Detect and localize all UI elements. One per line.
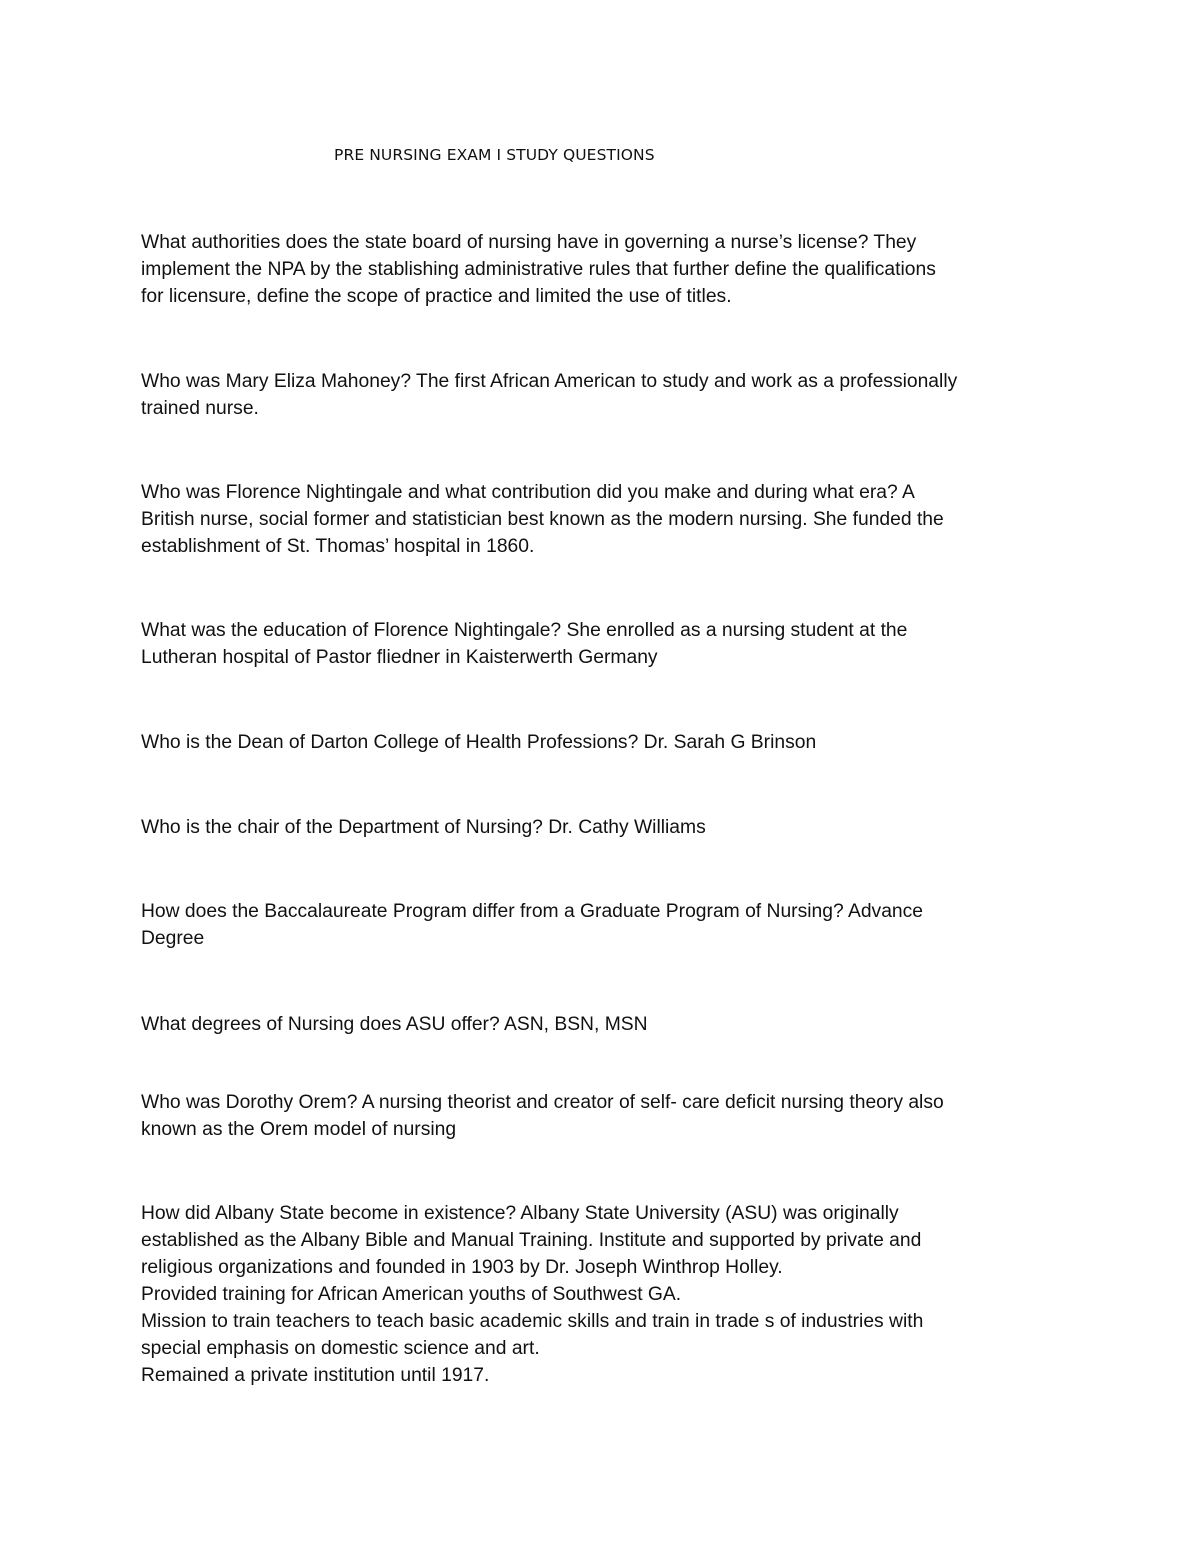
text-line: trained nurse.	[141, 398, 259, 419]
text-line: What was the education of Florence Nightingale? She enrolled as a nursing student at the	[141, 620, 908, 641]
text-line: Mission to train teachers to teach basic academic skills and train in trade s of industries with	[141, 1311, 924, 1332]
text-line: How did Albany State become in existence? Albany State University (ASU) was originally	[141, 1203, 899, 1224]
qa-item-nightingale-education	[141, 617, 1071, 671]
text-line: implement the NPA by the stablishing administrative rules that further define the qualifications	[141, 259, 936, 280]
qa-item-chair	[141, 814, 1071, 841]
text-line: Lutheran hospital of Pastor fliedner in Kaisterwerth Germany	[141, 647, 658, 668]
text-line: What degrees of Nursing does ASU offer? ASN, BSN, MSN	[141, 1014, 648, 1035]
text-line: Who was Florence Nightingale and what contribution did you make and during what era? A	[141, 482, 915, 503]
text-line: special emphasis on domestic science and art.	[141, 1338, 540, 1359]
text-line: known as the Orem model of nursing	[141, 1119, 457, 1140]
qa-item-dean	[141, 729, 1071, 756]
text-line: Who is the Dean of Darton College of Health Professions? Dr. Sarah G Brinson	[141, 732, 817, 753]
text-line: Who was Mary Eliza Mahoney? The first African American to study and work as a professionally	[141, 371, 958, 392]
text-line: Degree	[141, 928, 205, 949]
text-line: British nurse, social former and statistician best known as the modern nursing. She funded the	[141, 509, 944, 530]
text-line: religious organizations and founded in 1903 by Dr. Joseph Winthrop Holley.	[141, 1257, 783, 1278]
text-line: Who was Dorothy Orem? A nursing theorist and creator of self- care deficit nursing theory also	[141, 1092, 944, 1113]
text-line: How does the Baccalaureate Program differ from a Graduate Program of Nursing? Advance	[141, 901, 924, 922]
qa-item-florence-nightingale	[141, 479, 1071, 560]
qa-item-asu-degrees	[141, 1011, 1071, 1038]
text-line: established as the Albany Bible and Manual Training. Institute and supported by private and	[141, 1230, 922, 1251]
document-title: PRE NURSING EXAM I STUDY QUESTIONS	[334, 146, 655, 164]
qa-item-state-board	[141, 229, 1071, 310]
text-line: What authorities does the state board of nursing have in governing a nurse’s license? They	[141, 232, 917, 253]
text-line: Provided training for African American youths of Southwest GA.	[141, 1284, 682, 1305]
qa-item-baccalaureate	[141, 898, 1071, 952]
qa-item-dorothy-orem	[141, 1089, 1071, 1143]
qa-item-mary-eliza-mahoney	[141, 368, 1071, 422]
qa-item-albany-state	[141, 1200, 1071, 1389]
text-line: Who is the chair of the Department of Nursing? Dr. Cathy Williams	[141, 817, 706, 838]
text-line: establishment of St. Thomas’ hospital in 1860.	[141, 536, 535, 557]
text-line: Remained a private institution until 1917.	[141, 1365, 490, 1386]
text-line: for licensure, define the scope of practice and limited the use of titles.	[141, 286, 732, 307]
